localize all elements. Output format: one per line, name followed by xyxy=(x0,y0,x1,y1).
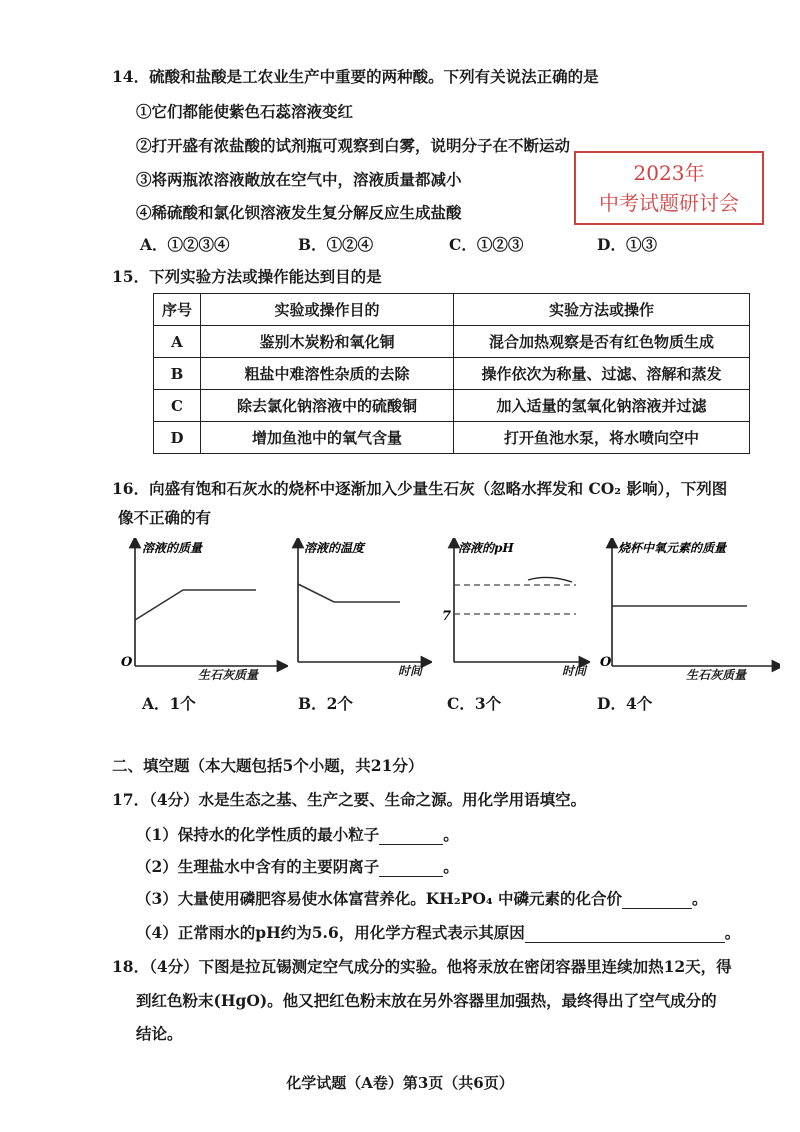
q14-statement-4: ④稀硫酸和氯化钡溶液发生复分解反应生成盐酸 xyxy=(136,203,462,222)
graph-1-xlabel: 生石灰质量 xyxy=(198,668,259,682)
row-goal: 除去氯化钠溶液中的硫酸铜 xyxy=(201,390,454,422)
q17-part-4-text: （4）正常雨水的pH约为5.6，用化学方程式表示其原因 xyxy=(136,923,525,942)
q17-blank-4[interactable] xyxy=(525,923,725,943)
q17-blank-1[interactable] xyxy=(379,825,443,845)
graph-2-xlabel: 时间 xyxy=(398,664,423,678)
q14-statement-3: ③将两瓶浓溶液敞放在空气中，溶液质量都减小 xyxy=(136,170,462,189)
q16-stem-line-1: 16．向盛有饱和石灰水的烧杯中逐渐加入少量生石灰（忽略水挥发和 CO₂ 影响），下列图 xyxy=(112,479,728,498)
graph-3-xlabel: 时间 xyxy=(562,664,587,678)
q14-statement-2: ②打开盛有浓盐酸的试剂瓶可观察到白雾，说明分子在不断运动 xyxy=(136,136,571,155)
q17-part-4-end: 。 xyxy=(724,923,741,942)
header-id: 序号 xyxy=(154,294,201,326)
q17-part-3 xyxy=(136,887,708,909)
row-goal: 增加鱼池中的氧气含量 xyxy=(201,422,454,454)
table-row xyxy=(154,326,750,358)
q17-part-2-text: （2）生理盐水中含有的主要阴离子 xyxy=(136,857,380,876)
q17-part-3-text: （3）大量使用磷肥容易使水体富营养化。KH₂PO₄ 中磷元素的化合价 xyxy=(136,889,623,908)
stamp-line-2: 中考试题研讨会 xyxy=(599,191,739,215)
q17-part-1-text: （1）保持水的化学性质的最小粒子 xyxy=(136,825,380,844)
page-footer: 化学试题（A卷）第3页（共6页） xyxy=(286,1074,514,1092)
q17-blank-3[interactable] xyxy=(622,889,692,909)
row-goal: 鉴别木炭粉和氧化铜 xyxy=(201,326,454,358)
row-method: 打开鱼池水泵，将水喷向空中 xyxy=(454,422,750,454)
graph-3-ylabel: 溶液的pH xyxy=(458,541,514,555)
table-row xyxy=(154,358,750,390)
graph-1 xyxy=(118,538,288,682)
header-method: 实验方法或操作 xyxy=(454,294,750,326)
graph-3-ytick: 7 xyxy=(442,609,452,624)
q16-option-a: A．1个 xyxy=(142,694,196,713)
graph-4-xlabel: 生石灰质量 xyxy=(686,668,747,682)
row-id: D xyxy=(154,422,201,454)
q16-option-d: D．4个 xyxy=(597,694,653,713)
row-method: 操作依次为称量、过滤、溶解和蒸发 xyxy=(454,358,750,390)
q16-stem-line-2: 像不正确的有 xyxy=(118,508,212,527)
graph-3 xyxy=(440,538,590,682)
row-id: B xyxy=(154,358,201,390)
section-2-heading: 二、填空题（本大题包括5个小题，共21分） xyxy=(112,756,424,775)
graph-1-ylabel: 溶液的质量 xyxy=(142,541,203,555)
q16-option-b: B．2个 xyxy=(298,694,353,713)
header-goal: 实验或操作目的 xyxy=(201,294,454,326)
q14-option-b: B．①②④ xyxy=(298,235,374,254)
q18-line-3: 结论。 xyxy=(136,1024,183,1043)
q17-part-3-end: 。 xyxy=(692,889,708,908)
table-row xyxy=(154,390,750,422)
q14-statement-1: ①它们都能使紫色石蕊溶液变红 xyxy=(136,102,354,121)
watermark-stamp xyxy=(574,151,764,225)
q17-part-2-end: 。 xyxy=(443,857,459,876)
q17-part-2 xyxy=(136,855,459,877)
graph-2-curve xyxy=(298,584,400,602)
graph-1-origin: O xyxy=(121,655,133,670)
q16-option-c: C．3个 xyxy=(447,694,502,713)
q15-stem: 15．下列实验方法或操作能达到目的是 xyxy=(112,267,382,286)
experiment-table xyxy=(153,293,750,454)
row-id: C xyxy=(154,390,201,422)
q17-part-1 xyxy=(136,823,459,845)
q17-part-1-end: 。 xyxy=(443,825,459,844)
row-id: A xyxy=(154,326,201,358)
row-method: 混合加热观察是否有红色物质生成 xyxy=(454,326,750,358)
q17-blank-2[interactable] xyxy=(379,857,443,877)
q14-option-a: A．①②③④ xyxy=(140,235,230,254)
graph-4-origin: O xyxy=(600,655,612,670)
q14-option-d: D．①③ xyxy=(597,235,657,254)
stamp-line-1: 2023年 xyxy=(633,161,705,185)
graph-2-ylabel: 溶液的温度 xyxy=(304,541,365,555)
row-goal: 粗盐中难溶性杂质的去除 xyxy=(201,358,454,390)
graph-2 xyxy=(282,538,432,682)
q14-option-c: C．①②③ xyxy=(449,235,524,254)
graph-1-curve xyxy=(135,590,256,620)
graph-4 xyxy=(600,538,780,682)
q17-stem: 17．（4分）水是生态之基、生产之要、生命之源。用化学用语填空。 xyxy=(112,790,587,809)
table-header-row xyxy=(154,294,750,326)
graph-4-ylabel: 烧杯中氧元素的质量 xyxy=(618,541,727,555)
row-method: 加入适量的氢氧化钠溶液并过滤 xyxy=(454,390,750,422)
q18-line-1: 18．（4分）下图是拉瓦锡测定空气成分的实验。他将汞放在密闭容器里连续加热12天，得 xyxy=(112,957,732,976)
table-row xyxy=(154,422,750,454)
q14-stem: 14．硫酸和盐酸是工农业生产中重要的两种酸。下列有关说法正确的是 xyxy=(112,67,599,86)
q18-line-2: 到红色粉末(HgO)。他又把红色粉末放在另外容器里加强热，最终得出了空气成分的 xyxy=(136,991,717,1010)
q17-part-4 xyxy=(136,921,740,943)
graph-3-curve xyxy=(528,577,572,582)
